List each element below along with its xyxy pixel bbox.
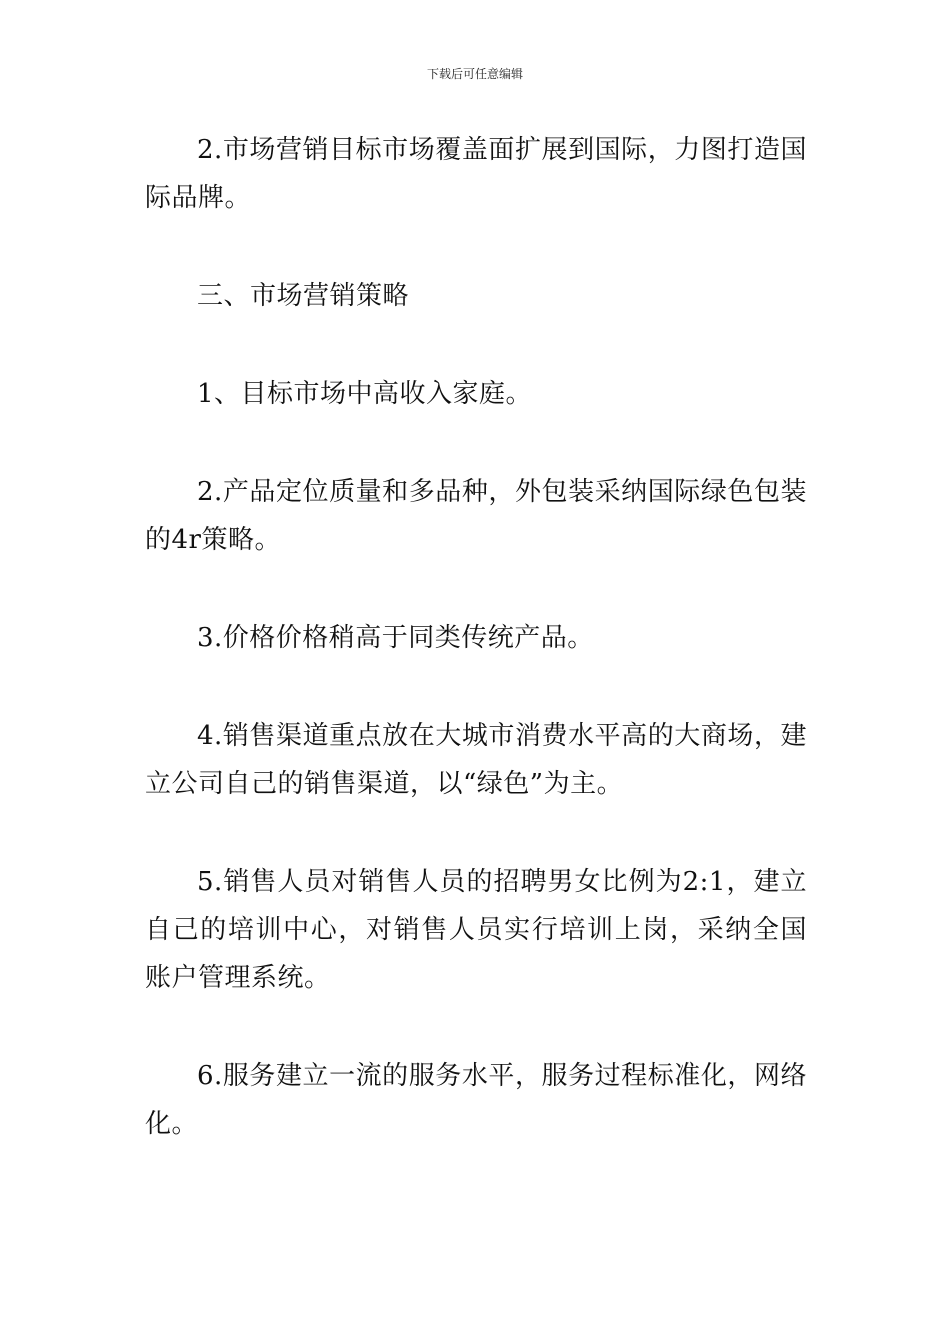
page-header-note: 下载后可任意编辑 <box>426 67 523 81</box>
paragraph-pricing: 3.价格价格稍高于同类传统产品。 <box>197 623 594 653</box>
paragraph-market-goal-2: 2.市场营销目标市场覆盖面扩展到国际，力图打造国际品牌。 <box>145 135 807 213</box>
paragraph-target-market: 1、目标市场中高收入家庭。 <box>197 379 533 409</box>
paragraph-sales-channels: 4.销售渠道重点放在大城市消费水平高的大商场，建立公司自己的销售渠道，以“绿色”为主。 <box>145 721 807 799</box>
paragraph-sales-staff: 5.销售人员对销售人员的招聘男女比例为2:1，建立自己的培训中心，对销售人员实行培训上岗，采纳全国账户管理系统。 <box>145 867 807 993</box>
document-body <box>145 126 807 1148</box>
paragraph-product-positioning: 2.产品定位质量和多品种，外包装采纳国际绿色包装的4r策略。 <box>145 477 807 555</box>
section-heading-marketing-strategy: 三、市场营销策略 <box>197 281 410 311</box>
paragraph-service: 6.服务建立一流的服务水平，服务过程标准化，网络化。 <box>145 1061 807 1139</box>
